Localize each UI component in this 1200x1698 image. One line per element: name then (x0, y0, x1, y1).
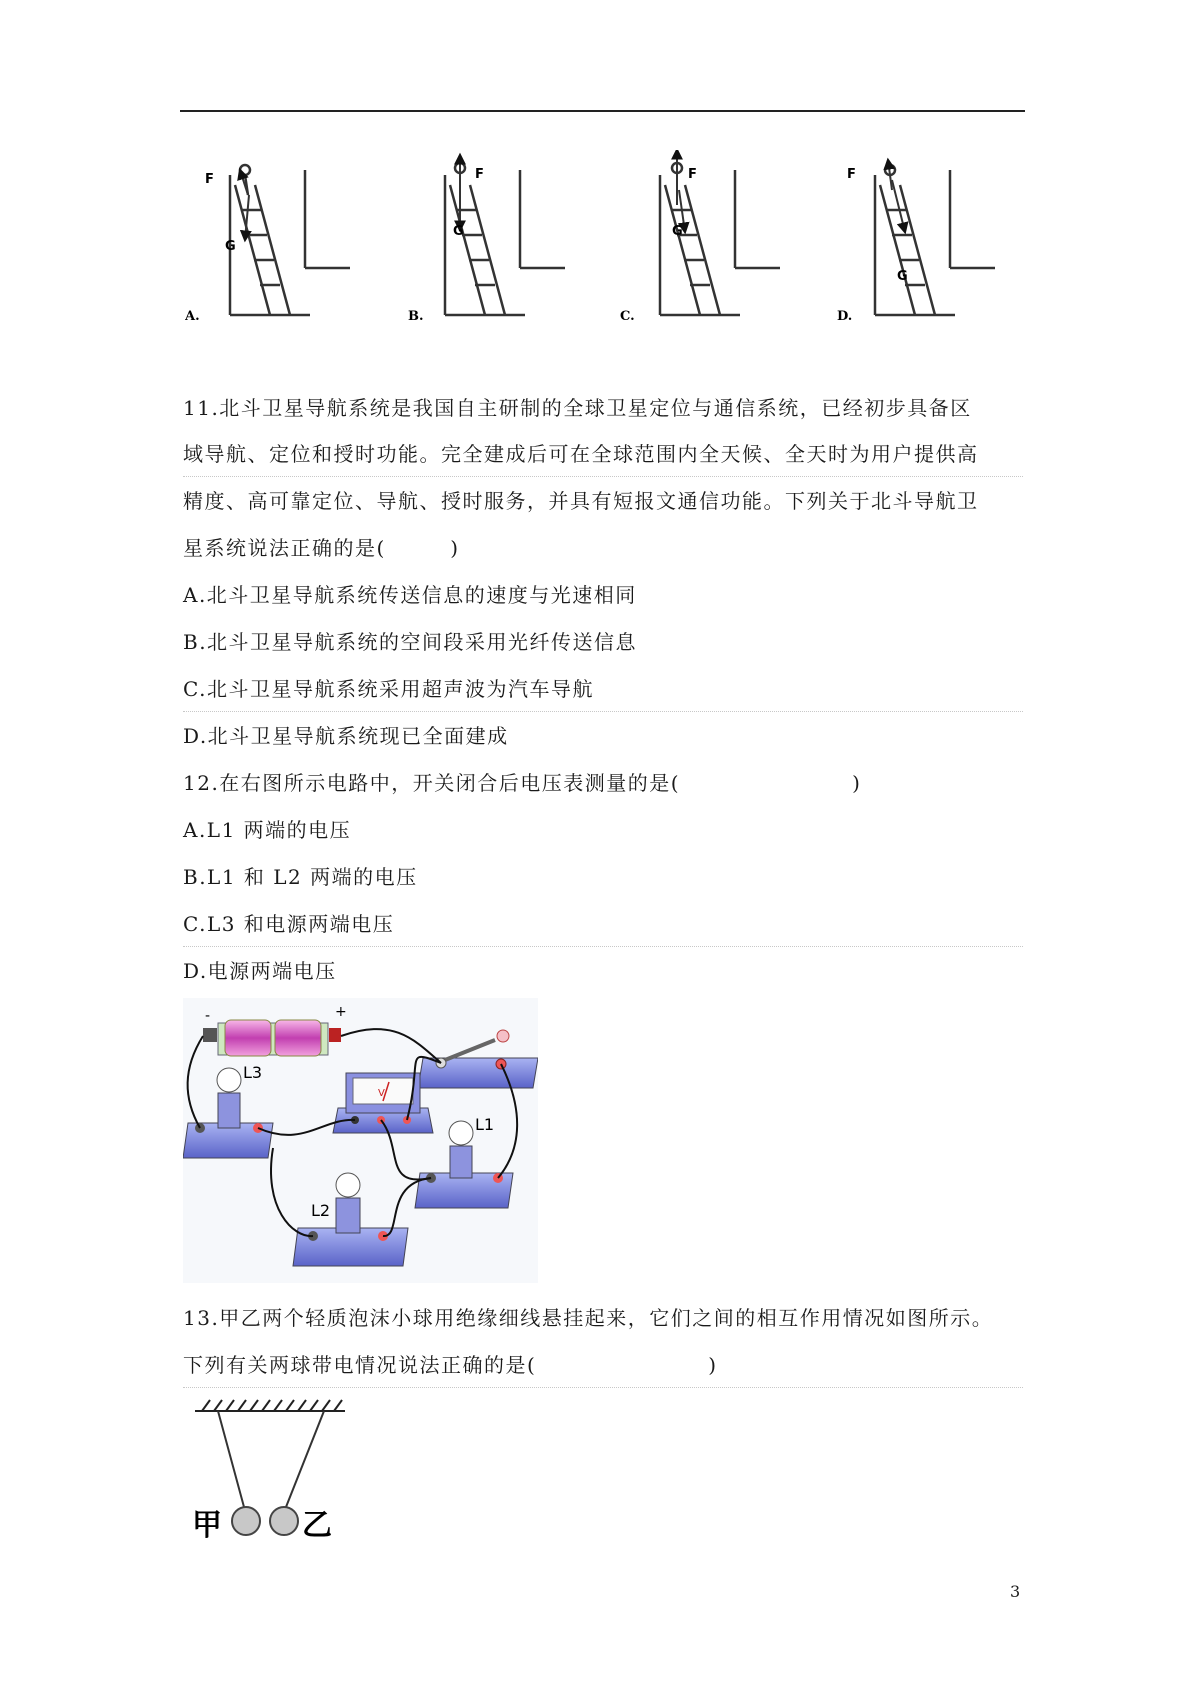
panel-b-force: F (475, 167, 484, 182)
panel-a-force: F (205, 172, 214, 187)
ball-jia-label: 甲 (192, 1508, 222, 1543)
ladder-figures (185, 150, 1045, 325)
separator (183, 946, 1023, 947)
battery-minus-label: - (205, 1008, 211, 1024)
circuit-figure (183, 998, 538, 1283)
voltmeter-label: V (378, 1088, 385, 1099)
q12-stem: 12.在右图所示电路中，开关闭合后电压表测量的是( ) (183, 771, 862, 795)
ball-yi-label: 乙 (302, 1508, 332, 1543)
q12-option-c: C.L3 和电源两端电压 (183, 912, 395, 936)
right-thread (286, 1411, 324, 1507)
separator (183, 711, 1023, 712)
l2-label: L2 (311, 1201, 331, 1220)
q12-option-b: B.L1 和 L2 两端的电压 (183, 865, 418, 889)
q11-line-4: 星系统说法正确的是( ) (183, 536, 460, 560)
panel-d (875, 160, 995, 315)
ball-yi (270, 1507, 298, 1535)
q12-option-d: D.电源两端电压 (183, 959, 337, 983)
header-rule (180, 110, 1025, 112)
battery-plus-label: + (335, 1004, 347, 1020)
q11-option-a: A.北斗卫星导航系统传送信息的速度与光速相同 (183, 583, 637, 607)
q12-option-a: A.L1 两端的电压 (183, 818, 352, 842)
battery (203, 1020, 341, 1056)
q11-line-3: 精度、高可靠定位、导航、授时服务，并具有短报文通信功能。下列关于北斗导航卫 (183, 489, 979, 513)
q11-option-b: B.北斗卫星导航系统的空间段采用光纤传送信息 (183, 630, 638, 654)
panel-a (230, 165, 350, 315)
ball-jia (232, 1507, 260, 1535)
ceiling (195, 1400, 345, 1411)
q13-line-1: 13.甲乙两个轻质泡沫小球用绝缘细线悬挂起来，它们之间的相互作用情况如图所示。 (183, 1306, 994, 1330)
q13-line-2: 下列有关两球带电情况说法正确的是( ) (183, 1353, 718, 1377)
page-number: 3 (1010, 1582, 1021, 1601)
panel-c-force: F (688, 167, 697, 182)
panel-d-letter: D. (837, 309, 853, 324)
panel-c-gravity: G (672, 224, 683, 239)
q11-option-d: D.北斗卫星导航系统现已全面建成 (183, 724, 509, 748)
panel-d-force: F (847, 167, 856, 182)
panel-b-letter: B. (408, 309, 424, 324)
q11-line-1: 11.北斗卫星导航系统是我国自主研制的全球卫星定位与通信系统，已经初步具备区 (183, 396, 972, 420)
pith-balls-figure (190, 1395, 355, 1545)
l3-label: L3 (243, 1063, 263, 1082)
panel-d-gravity: G (897, 269, 908, 284)
q11-line-2: 域导航、定位和授时功能。完全建成后可在全球范围内全天候、全天时为用户提供高 (183, 442, 979, 466)
separator (183, 476, 1023, 477)
l1-label: L1 (475, 1115, 495, 1134)
separator (183, 1387, 1023, 1388)
panel-a-letter: A. (185, 309, 200, 324)
q11-option-c: C.北斗卫星导航系统采用超声波为汽车导航 (183, 677, 594, 701)
panel-c-letter: C. (620, 309, 635, 324)
panel-b-gravity: G (453, 224, 464, 239)
left-thread (218, 1411, 244, 1507)
panel-a-gravity: G (225, 239, 236, 254)
